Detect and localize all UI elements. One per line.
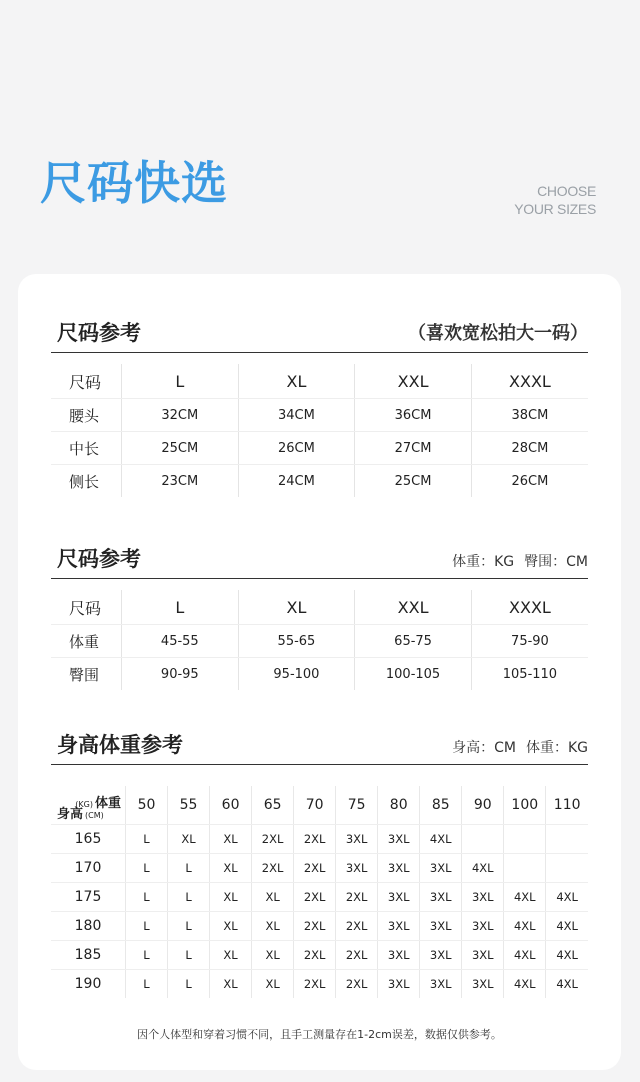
size-cell: XL xyxy=(252,941,294,970)
size-cell: 3XL xyxy=(462,912,504,941)
size-cell: 3XL xyxy=(462,941,504,970)
size-cell: 3XL xyxy=(336,825,378,854)
page-subtitle-en xyxy=(514,182,596,218)
height-label: 170 xyxy=(51,854,126,883)
size-cell: L xyxy=(168,912,210,941)
weight-header-cell: 85 xyxy=(420,786,462,825)
row-label: 侧长 xyxy=(69,472,100,491)
size-table-1 xyxy=(51,364,588,497)
section3-note-weight: 体重：KG xyxy=(525,740,588,756)
size-cell: 4XL xyxy=(546,883,588,912)
size-cell: 3XL xyxy=(378,825,420,854)
size-cell: 3XL xyxy=(420,854,462,883)
table-cell: 25CM xyxy=(355,465,472,498)
size-cell: 2XL xyxy=(336,970,378,999)
row-label: 臀围 xyxy=(69,665,100,684)
corner-weight-unit: (KG) xyxy=(75,800,93,809)
table-cell: 25CM xyxy=(122,432,239,465)
section1-note: （喜欢宽松拍大一码） xyxy=(408,323,588,344)
weight-header-cell: 80 xyxy=(378,786,420,825)
size-cell: 2XL xyxy=(252,825,294,854)
size-cell: 3XL xyxy=(378,970,420,999)
size-cell: 3XL xyxy=(378,883,420,912)
size-cell: L xyxy=(126,941,168,970)
size-header-cell: XXXL xyxy=(471,364,588,399)
size-cell: 4XL xyxy=(546,941,588,970)
size-cell: L xyxy=(126,883,168,912)
size-cell: L xyxy=(168,970,210,999)
table-cell: 26CM xyxy=(238,432,355,465)
weight-header-cell: 70 xyxy=(294,786,336,825)
corner-height-unit: (CM) xyxy=(85,811,104,820)
size-cell: L xyxy=(168,941,210,970)
size-cell xyxy=(504,854,546,883)
section3-title: 身高体重参考 xyxy=(57,733,183,757)
section3-header xyxy=(51,728,588,765)
size-cell: 3XL xyxy=(378,854,420,883)
size-cell xyxy=(546,825,588,854)
table-row xyxy=(51,883,588,912)
table-cell: 27CM xyxy=(355,432,472,465)
size-cell: 4XL xyxy=(546,912,588,941)
weight-header-cell: 65 xyxy=(252,786,294,825)
table-cell: 95-100 xyxy=(238,658,355,691)
table-row xyxy=(51,941,588,970)
size-cell: 2XL xyxy=(294,970,336,999)
row-label: 尺码 xyxy=(51,364,122,399)
size-card xyxy=(18,274,621,1070)
corner-cell xyxy=(51,786,126,825)
table-cell: 65-75 xyxy=(355,625,472,658)
size-cell: L xyxy=(168,883,210,912)
size-cell xyxy=(546,854,588,883)
section2-header xyxy=(51,542,588,579)
weight-header-cell: 55 xyxy=(168,786,210,825)
size-cell: 2XL xyxy=(252,854,294,883)
weight-header-cell: 90 xyxy=(462,786,504,825)
footnote: 因个人体型和穿着习惯不同，且手工测量存在1-2cm误差，数据仅供参考。 xyxy=(137,1028,502,1041)
row-label: 腰头 xyxy=(51,399,122,432)
table-row xyxy=(51,625,588,658)
table-cell: 38CM xyxy=(471,399,588,432)
size-cell: 2XL xyxy=(336,912,378,941)
row-label: 体重 xyxy=(51,625,122,658)
table-cell: 75-90 xyxy=(471,625,588,658)
size-cell: 2XL xyxy=(294,883,336,912)
section2-note xyxy=(452,555,588,569)
table-cell: 23CM xyxy=(122,465,239,498)
size-cell: XL xyxy=(210,854,252,883)
subtitle-line-2: YOUR SIZES xyxy=(514,201,596,217)
size-cell: 3XL xyxy=(462,883,504,912)
size-cell: L xyxy=(126,970,168,999)
size-cell xyxy=(462,825,504,854)
size-cell: XL xyxy=(252,883,294,912)
size-cell: 2XL xyxy=(336,941,378,970)
height-label: 180 xyxy=(51,912,126,941)
table-cell: 28CM xyxy=(471,432,588,465)
size-cell xyxy=(504,825,546,854)
size-header-cell: XXL xyxy=(355,590,472,625)
size-cell: XL xyxy=(252,912,294,941)
size-header-cell: XXXL xyxy=(471,590,588,625)
size-cell: L xyxy=(168,854,210,883)
corner-height-text: 身高 xyxy=(57,807,84,822)
table-cell: 55-65 xyxy=(238,625,355,658)
height-label: 190 xyxy=(74,976,102,992)
size-cell: 3XL xyxy=(420,941,462,970)
section3-note-height: 身高：CM xyxy=(452,740,516,756)
size-cell: 4XL xyxy=(462,854,504,883)
row-label: 中长 xyxy=(51,432,122,465)
size-cell: 3XL xyxy=(378,941,420,970)
table-row xyxy=(51,465,588,498)
size-cell: 4XL xyxy=(504,912,546,941)
size-cell: 3XL xyxy=(420,970,462,999)
table-row xyxy=(51,658,588,691)
size-header-cell: XXL xyxy=(355,364,472,399)
size-header-cell: L xyxy=(122,364,239,399)
table-row xyxy=(51,970,588,999)
weight-header-cell: 110 xyxy=(546,786,588,825)
size-cell: 2XL xyxy=(336,883,378,912)
weight-header-cell: 100 xyxy=(504,786,546,825)
size-cell: XL xyxy=(210,825,252,854)
table-cell: 26CM xyxy=(471,465,588,498)
weight-header-cell: 60 xyxy=(210,786,252,825)
section2-title: 尺码参考 xyxy=(57,547,141,571)
table-row xyxy=(51,854,588,883)
size-cell: XL xyxy=(210,970,252,999)
size-cell: 4XL xyxy=(504,970,546,999)
height-weight-table xyxy=(51,786,588,998)
table-cell: 45-55 xyxy=(122,625,239,658)
table-row xyxy=(51,399,588,432)
weight-header-cell: 75 xyxy=(336,786,378,825)
size-header-cell: XL xyxy=(238,364,355,399)
size-cell: 2XL xyxy=(294,941,336,970)
table-row xyxy=(51,432,588,465)
size-table-2 xyxy=(51,590,588,690)
height-label: 185 xyxy=(51,941,126,970)
height-label: 165 xyxy=(51,825,126,854)
weight-header-cell: 50 xyxy=(126,786,168,825)
size-cell: XL xyxy=(210,941,252,970)
size-cell: XL xyxy=(210,883,252,912)
size-cell: L xyxy=(126,912,168,941)
height-label: 175 xyxy=(51,883,126,912)
table-header-row xyxy=(51,364,588,399)
size-header-cell: XL xyxy=(238,590,355,625)
table-cell: 34CM xyxy=(238,399,355,432)
size-cell: 4XL xyxy=(546,970,588,999)
size-cell: 3XL xyxy=(462,970,504,999)
size-cell: XL xyxy=(252,970,294,999)
size-cell: 2XL xyxy=(294,825,336,854)
section2-note-weight: 体重：KG xyxy=(452,554,515,570)
size-cell: 4XL xyxy=(420,825,462,854)
size-cell: 2XL xyxy=(294,854,336,883)
size-cell: XL xyxy=(210,912,252,941)
page-title: 尺码快选 xyxy=(40,156,228,210)
table-row xyxy=(51,825,588,854)
table-cell: 24CM xyxy=(238,465,355,498)
size-cell: 3XL xyxy=(420,883,462,912)
size-cell: 3XL xyxy=(378,912,420,941)
corner-weight-text: 体重 xyxy=(94,796,121,811)
table-cell: 90-95 xyxy=(122,658,239,691)
table-cell: 105-110 xyxy=(471,658,588,691)
size-header-cell: L xyxy=(122,590,239,625)
size-cell: 3XL xyxy=(420,912,462,941)
table-header-row xyxy=(51,590,588,625)
size-cell: L xyxy=(126,854,168,883)
corner-height-label xyxy=(57,803,106,822)
section2-note-hip: 臀围：CM xyxy=(524,554,588,570)
section1-title: 尺码参考 xyxy=(57,321,141,345)
size-cell: 3XL xyxy=(336,854,378,883)
size-cell: 4XL xyxy=(504,883,546,912)
table-header-row xyxy=(51,786,588,825)
table-cell: 36CM xyxy=(355,399,472,432)
subtitle-line-1: CHOOSE xyxy=(537,183,596,199)
row-label: 尺码 xyxy=(51,590,122,625)
size-cell: 2XL xyxy=(294,912,336,941)
size-cell: 4XL xyxy=(504,941,546,970)
table-cell: 100-105 xyxy=(355,658,472,691)
table-row xyxy=(51,912,588,941)
section1-header xyxy=(51,316,588,353)
section3-note xyxy=(452,741,588,755)
size-cell: XL xyxy=(168,825,210,854)
table-cell: 32CM xyxy=(122,399,239,432)
size-cell: L xyxy=(126,825,168,854)
